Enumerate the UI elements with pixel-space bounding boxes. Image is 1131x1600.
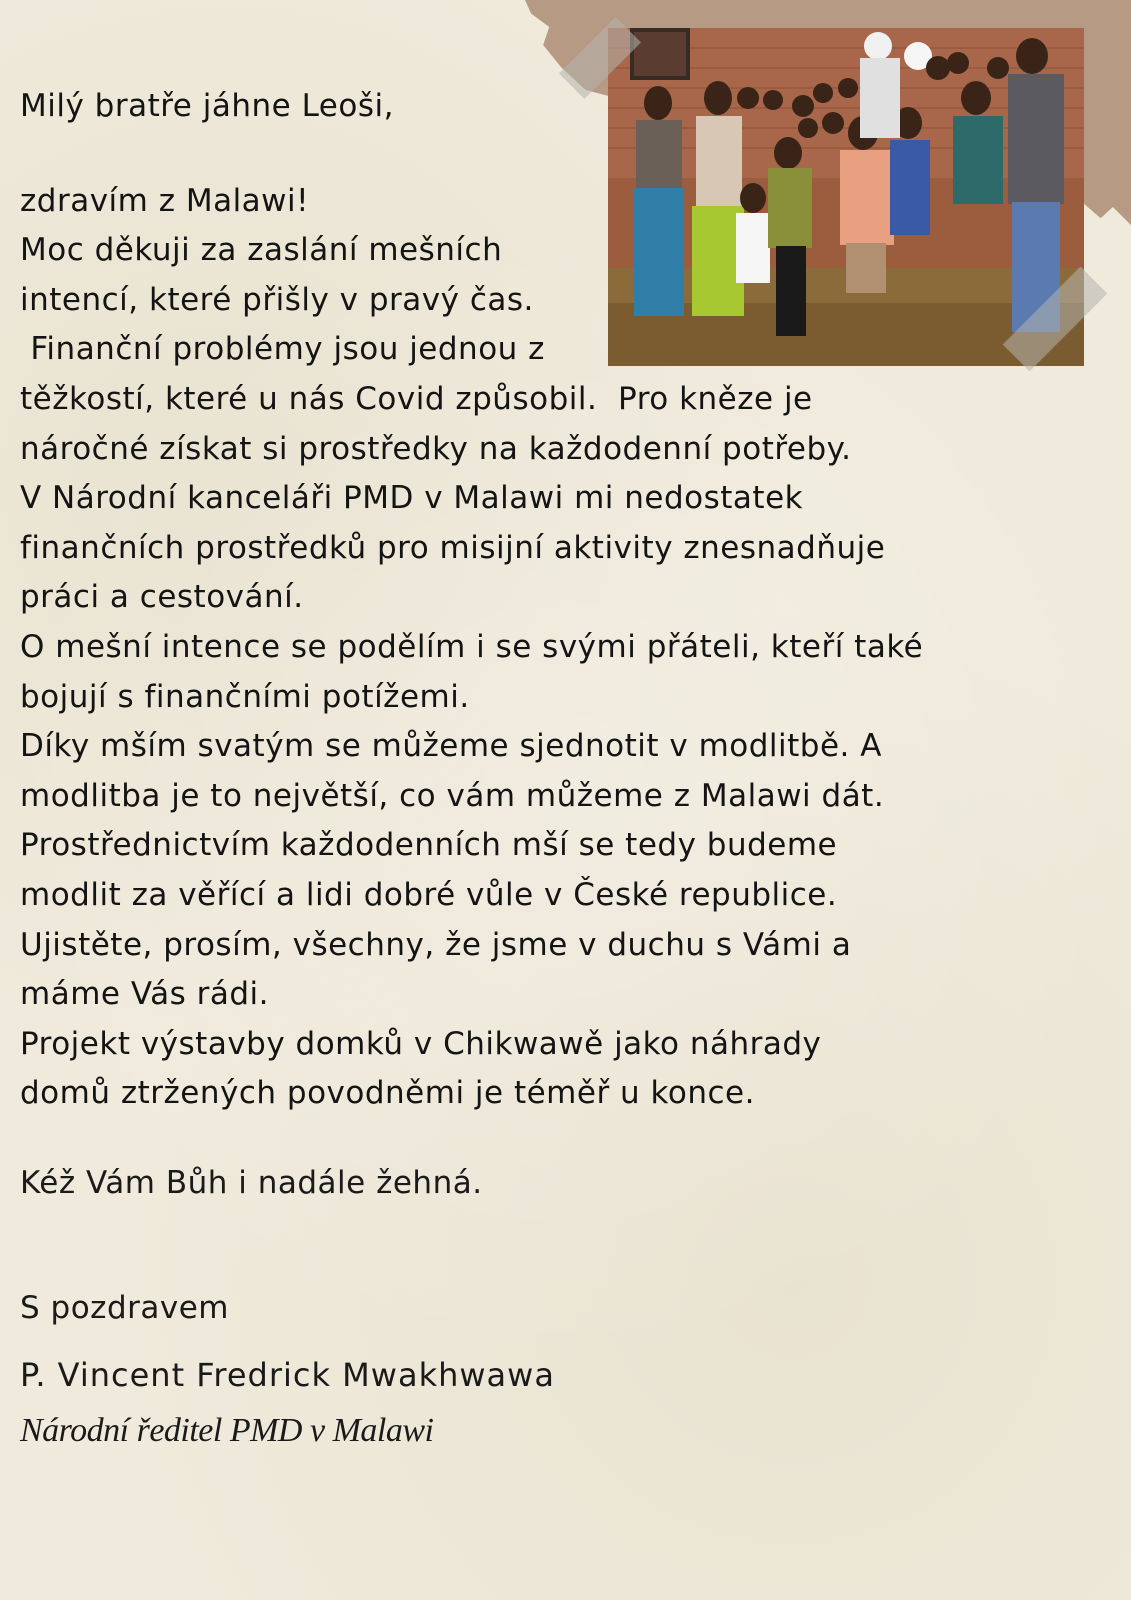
letter-line: náročné získat si prostředky na každodenní potřeby. [20,430,852,467]
letter-line: finančních prostředků pro misijní aktivity znesnadňuje [20,529,886,566]
closing-blessing: Kéž Vám Bůh i nadále žehná. [20,1165,483,1201]
letter-line: Ujistěte, prosím, všechny, že jsme v duchu s Vámi a [20,926,852,963]
letter-line: modlit za věřící a lidi dobré vůle v České republice. [20,876,838,913]
letter-line: V Národní kanceláři PMD v Malawi mi nedostatek [20,480,804,517]
letter-body [20,82,960,1119]
letter-line: Prostřednictvím každodenních mší se tedy budeme [20,827,838,864]
letter-line: Moc děkuji za zaslání mešních [20,232,503,269]
greeting: Milý bratře jáhne Leoši, [20,88,394,124]
signer-name: P. Vincent Fredrick Mwakhwawa [20,1356,555,1394]
letter-line: práci a cestování. [20,579,304,616]
letter-line: domů ztržených povodněmi je téměř u konce. [20,1075,755,1112]
letter-line: těžkostí, které u nás Covid způsobil. Pro kněze je [20,380,813,417]
signer-role: Národní ředitel PMD v Malawi [20,1412,434,1449]
letter-line: modlitba je to největší, co vám můžeme z Malawi dát. [20,777,885,814]
letter-line: intencí, které přišly v pravý čas. [20,281,534,318]
letter-line: Projekt výstavby domků v Chikwawě jako náhrady [20,1025,822,1062]
letter-line: máme Vás rádi. [20,976,270,1013]
letter-line: Díky mším svatým se můžeme sjednotit v modlitbě. A [20,728,882,765]
letter-line: bojují s finančními potížemi. [20,678,470,715]
regards: S pozdravem [20,1290,229,1326]
letter-line: O mešní intence se podělím i se svými přáteli, kteří také [20,628,924,665]
letter-line: Finanční problémy jsou jednou z [20,331,545,368]
letter-line: zdravím z Malawi! [20,182,310,219]
